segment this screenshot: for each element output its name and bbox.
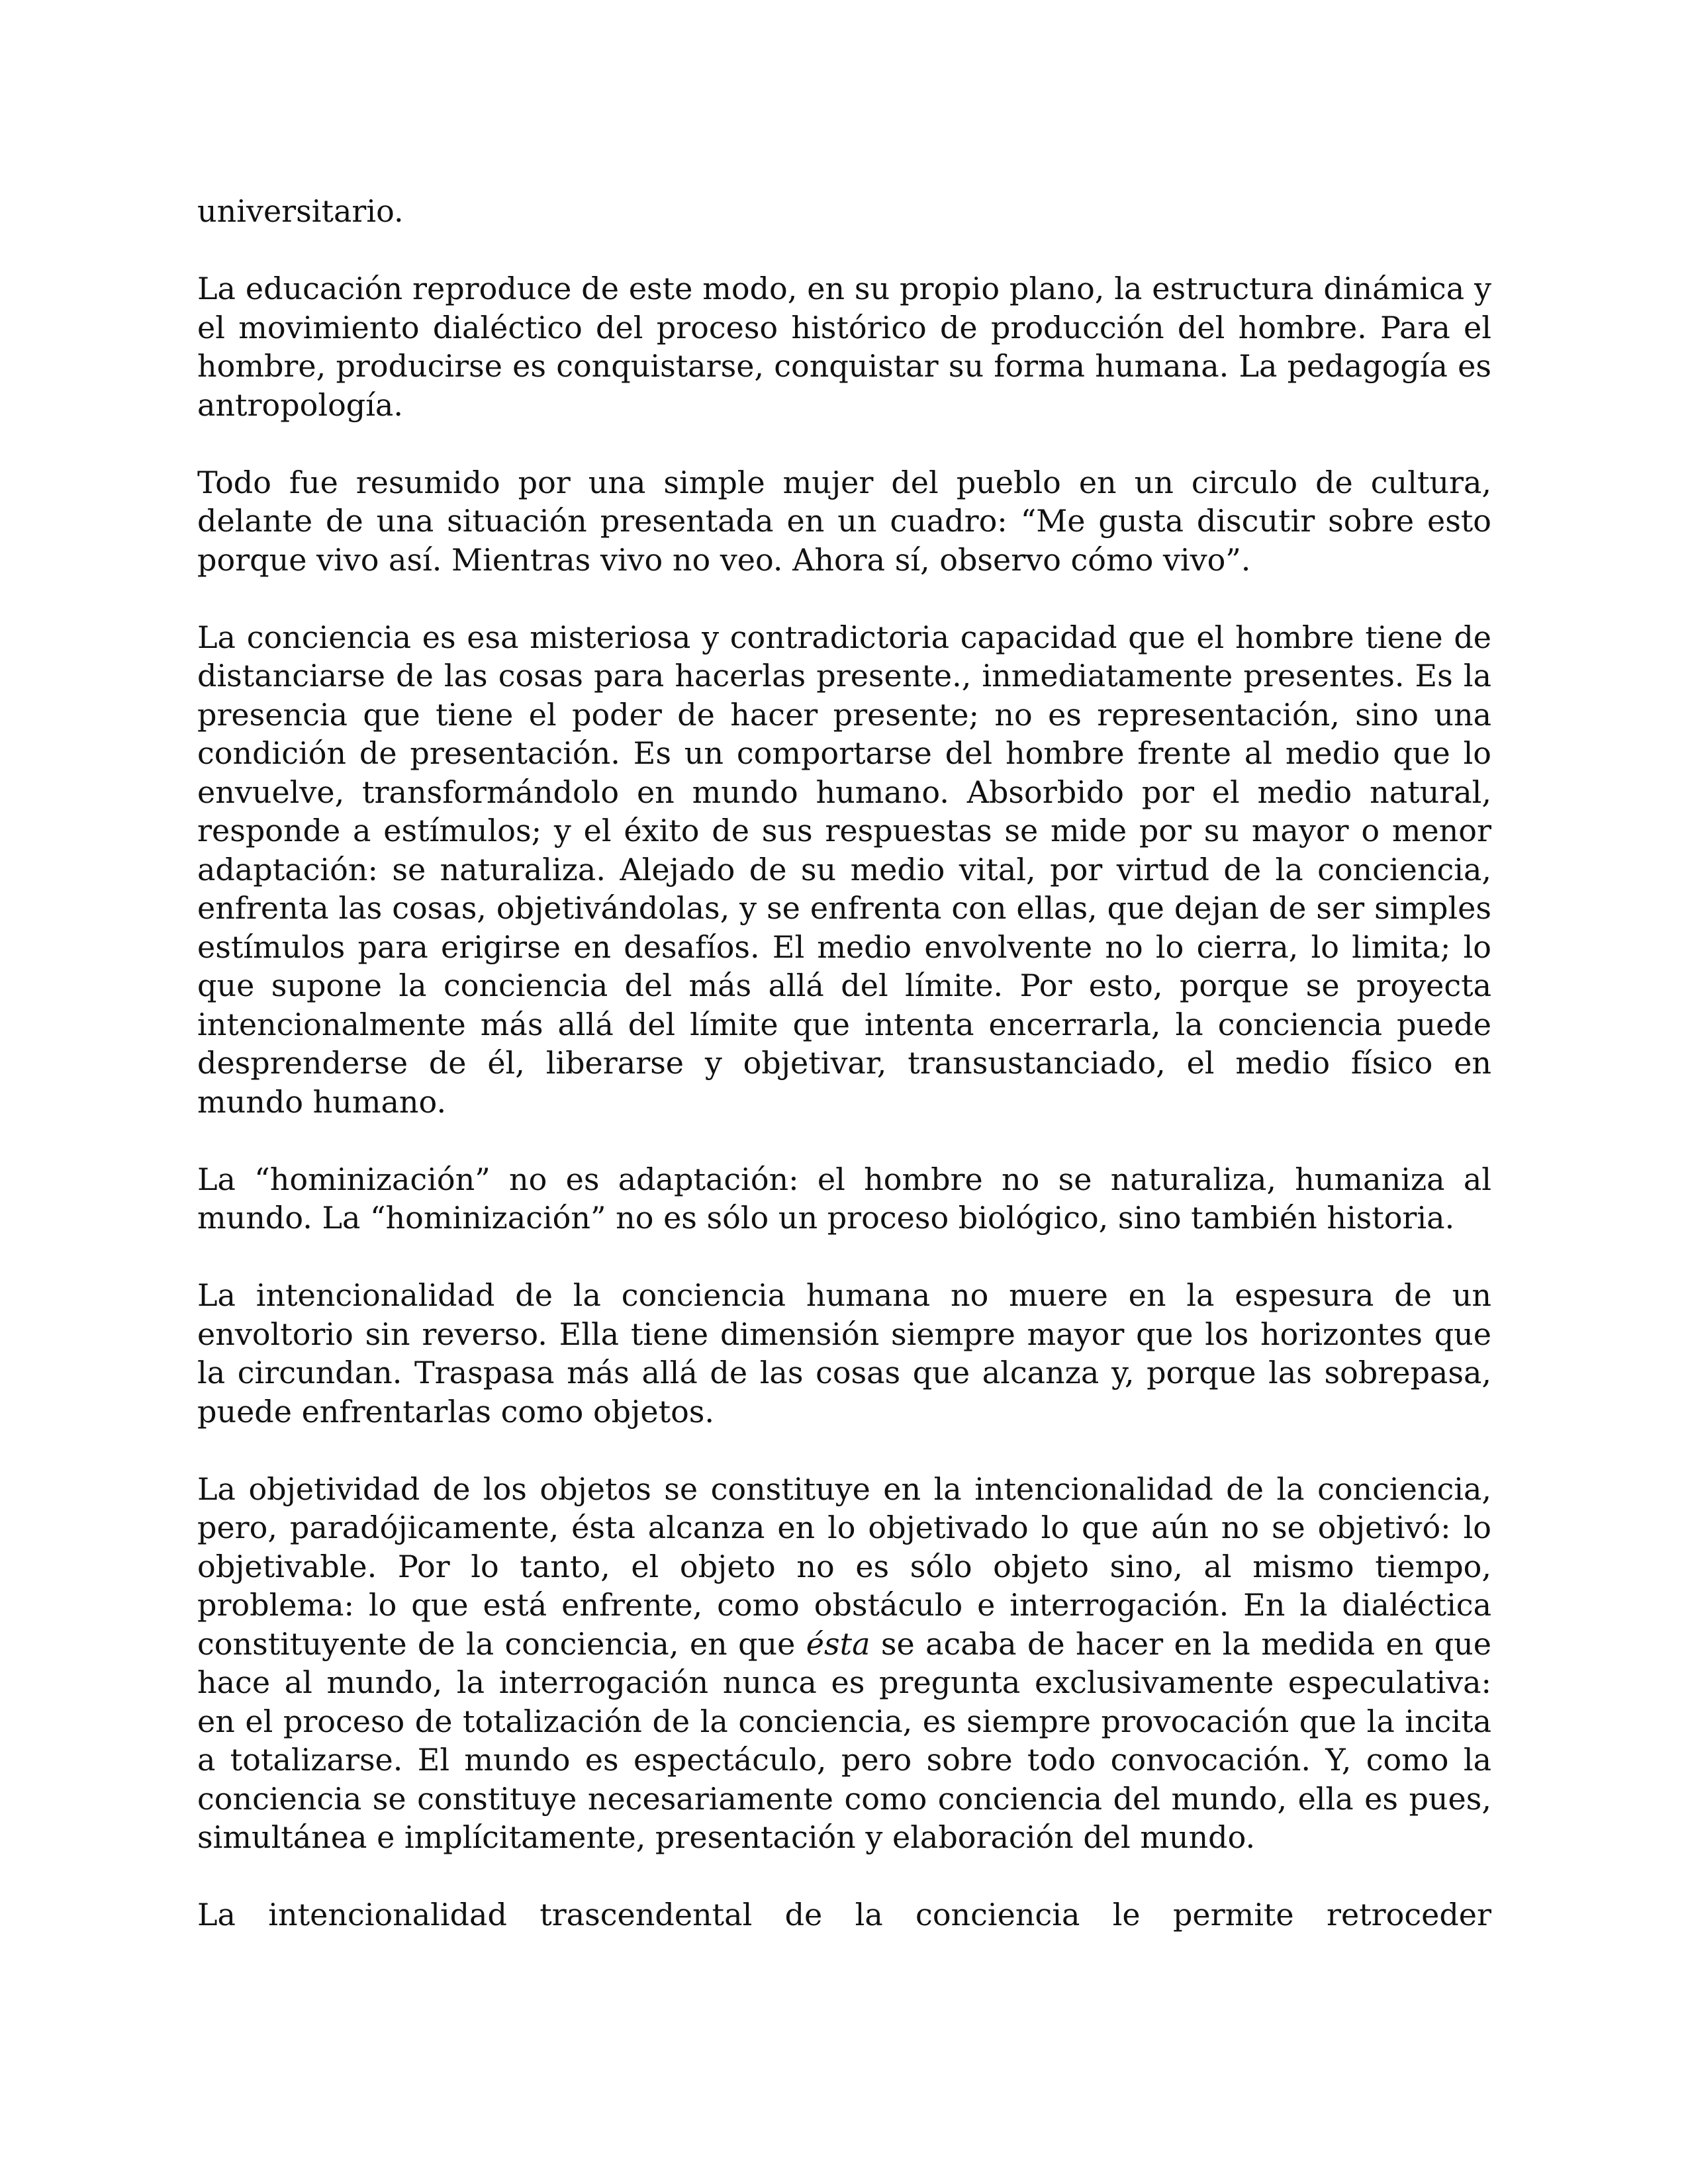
paragraph-7-emphasis: ésta — [806, 1625, 870, 1662]
paragraph-6: La intencionalidad de la conciencia humana no muere en la espesura de un envoltorio sin reverso. Ella tiene dimensión siempre mayor que los horizontes que la circundan. Traspasa más allá de las cosas que alcanza y, porque las sobrepasa, puede enfrentarlas como objetos. — [197, 1277, 1491, 1430]
paragraph-7-after: se acaba de hacer en la medida en que hace al mundo, la interrogación nunca es pregunta exclusivamente especulativa: en el proceso de totalización de la conciencia, es siempre provocación que la incita a totalizarse. El mundo es espectáculo, pero sobre todo convocación. Y, como la conciencia se constituye necesariamente como conciencia del mundo, ella es pues, simultánea e implícitamente, presentación y elaboración del mundo. — [197, 1625, 1491, 1855]
paragraph-2: La educación reproduce de este modo, en su propio plano, la estructura dinámica y el movimiento dialéctico del proceso histórico de producción del hombre. Para el hombre, producirse es conquistarse, conquistar su forma humana. La pedagogía es antropología. — [197, 271, 1491, 423]
paragraph-7-before: La objetividad de los objetos se constituye en la intencionalidad de la conciencia, pero, paradójicamente, ésta alcanza en lo objetivado lo que aún no se objetivó: lo objetivable. Por lo tanto, el objeto no es sólo objeto sino, al mismo tiempo, problema: lo que está enfrente, como obstáculo e interrogación. En la dialéctica constituyente de la conciencia, en que — [197, 1471, 1491, 1662]
paragraph-3: Todo fue resumido por una simple mujer del pueblo en un circulo de cultura, delante de una situación presentada en un cuadro: “Me gusta discutir sobre esto porque vivo así. Mientras vivo no veo. Ahora sí, observo cómo vivo”. — [197, 464, 1491, 578]
paragraph-4: La conciencia es esa misteriosa y contradictoria capacidad que el hombre tiene de distanciarse de las cosas para hacerlas presente., inmediatamente presentes. Es la presencia que tiene el poder de hacer presente; no es representación, sino una condición de presentación. Es un comportarse del hombre frente al medio que lo envuelve, transformándolo en mundo humano. Absorbido por el medio natural, responde a estímulos; y el éxito de sus respuestas se mide por su mayor o menor adaptación: se naturaliza. Alejado de su medio vital, por virtud de la conciencia, enfrenta las cosas, objetivándolas, y se enfrenta con ellas, que dejan de ser simples estímulos para erigirse en desafíos. El medio envolvente no lo cierra, lo limita; lo que supone la conciencia del más allá del límite. Por esto, porque se proyecta intencionalmente más allá del límite que intenta encerrarla, la conciencia puede desprenderse de él, liberarse y objetivar, transustanciado, el medio físico en mundo humano. — [197, 619, 1491, 1120]
document-page — [197, 192, 1491, 1934]
paragraph-7 — [197, 1470, 1491, 1857]
paragraph-8: La intencionalidad trascendental de la conciencia le permite retroceder — [197, 1897, 1491, 1933]
paragraph-1: universitario. — [197, 193, 404, 229]
paragraph-5: La “hominización” no es adaptación: el hombre no se naturaliza, humaniza al mundo. La “hominización” no es sólo un proceso biológico, sino también historia. — [197, 1161, 1491, 1236]
